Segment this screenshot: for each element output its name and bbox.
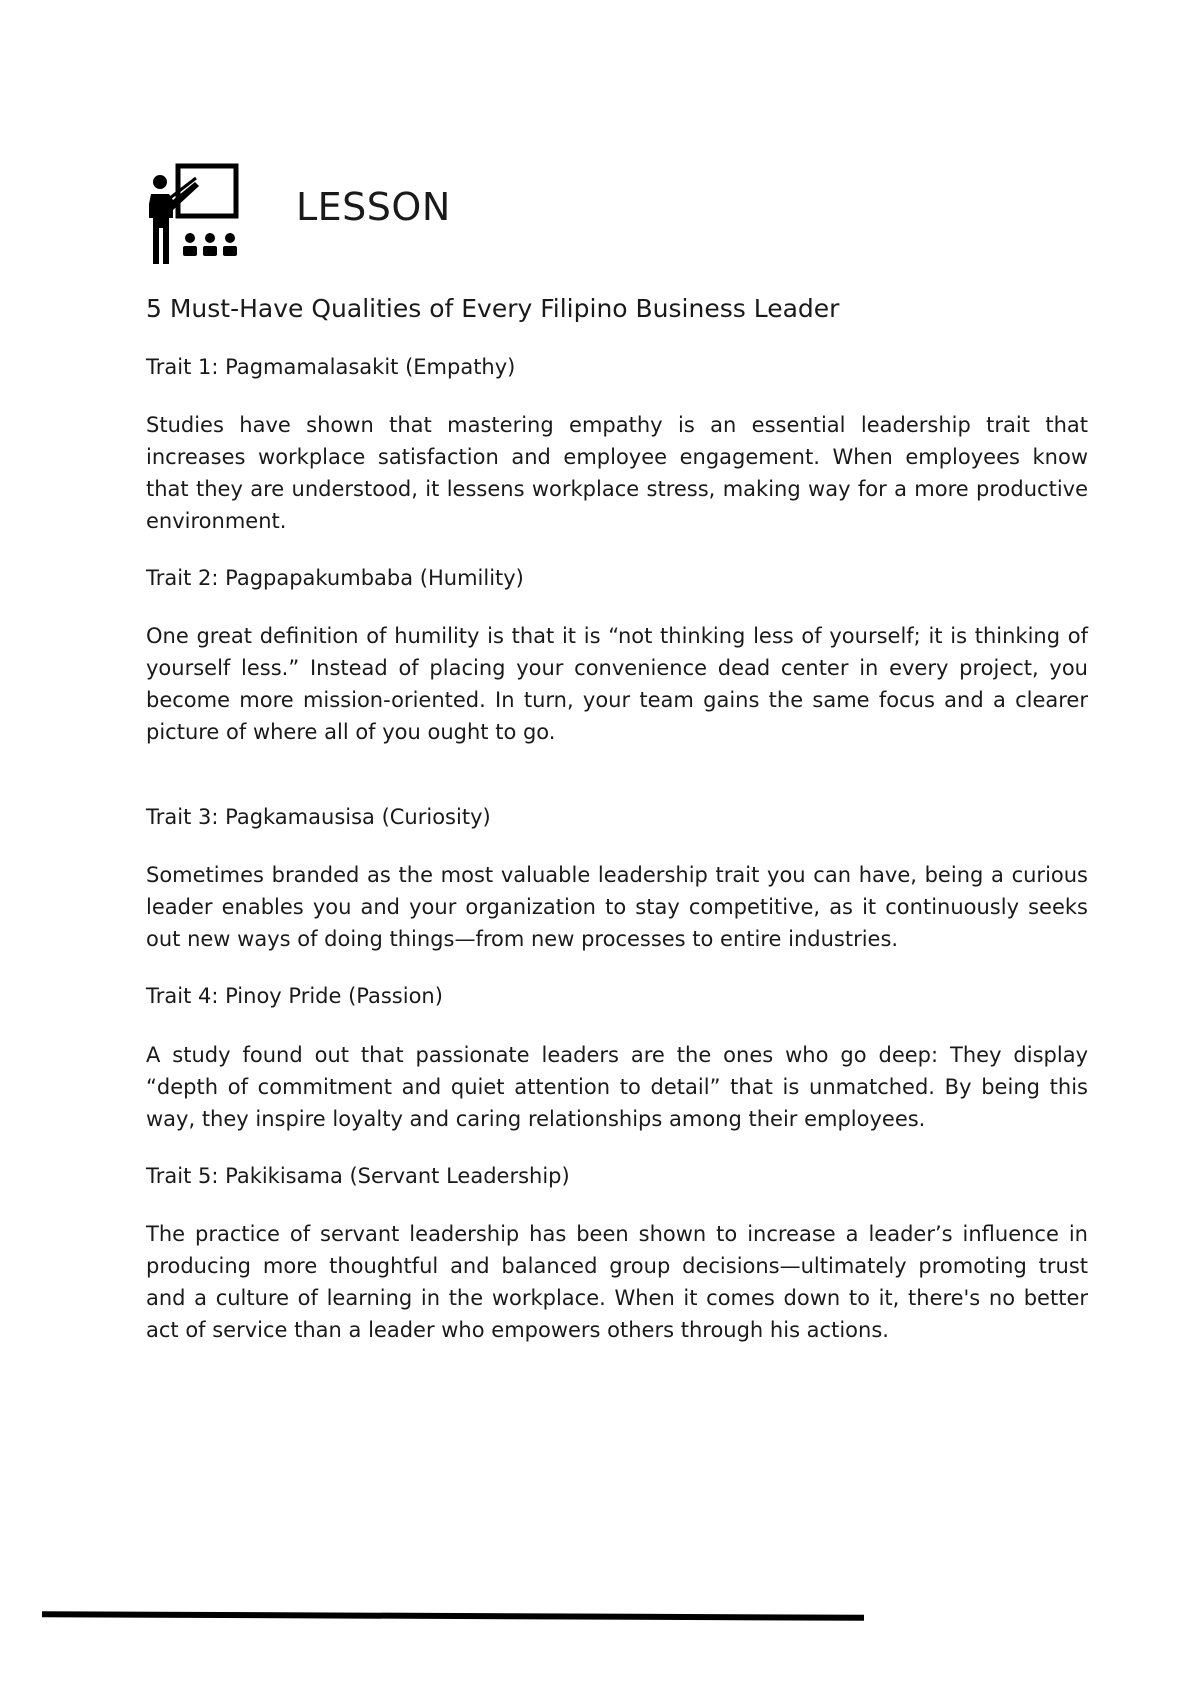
teacher-presentation-icon [148,160,244,268]
trait-body: Studies have shown that mastering empathy is an essential leadership trait that increases workplace satisfaction and employee engagement. When employees know that they are understood, it lessens workplace stress, making way for a more productive environment. [146,412,1088,533]
trait-heading: Trait 3: Pagkamausisa (Curiosity) [146,805,491,830]
trait-body: Sometimes branded as the most valuable leadership trait you can have, being a curious leader enables you and your organization to stay competitive, as it continuously seeks out new ways of doing things—from new processes to entire industries. [146,863,1088,952]
trait-body: The practice of servant leadership has been shown to increase a leader’s influence in producing more thoughtful and balanced group decisions—ultimately promoting trust and a culture of learning in the workplace. When it comes down to it, there's no better act of service than a leader who empowers others through his actions. [146,1221,1088,1342]
lesson-label: LESSON [296,185,451,229]
trait-heading: Trait 1: Pagmamalasakit (Empathy) [146,354,516,379]
trait-heading: Trait 4: Pinoy Pride (Passion) [146,984,443,1009]
trait-section-5 [146,1163,1088,1346]
trait-heading: Trait 2: Pagpapakumbaba (Humility) [146,565,524,590]
trait-body: One great definition of humility is that it is “not thinking less of yourself; it is thinking of yourself less.” Instead of placing your convenience dead center in every project, you become more mission-oriented. In turn, your team gains the same focus and a clearer picture of where all of you ought to go. [146,624,1088,745]
document-title: 5 Must-Have Qualities of Every Filipino Business Leader [146,294,840,323]
footer-divider [42,1611,864,1621]
trait-section-1 [146,354,1088,537]
trait-section-2 [146,565,1088,748]
trait-body: A study found out that passionate leaders are the ones who go deep: They display “depth of commitment and quiet attention to detail” that is unmatched. By being this way, they inspire loyalty and caring relationships among their employees. [146,1042,1088,1131]
trait-heading: Trait 5: Pakikisama (Servant Leadership) [146,1163,570,1188]
trait-section-4 [146,983,1088,1134]
trait-section-3 [146,804,1088,955]
lesson-header [148,160,648,270]
document-content [146,293,1088,1374]
